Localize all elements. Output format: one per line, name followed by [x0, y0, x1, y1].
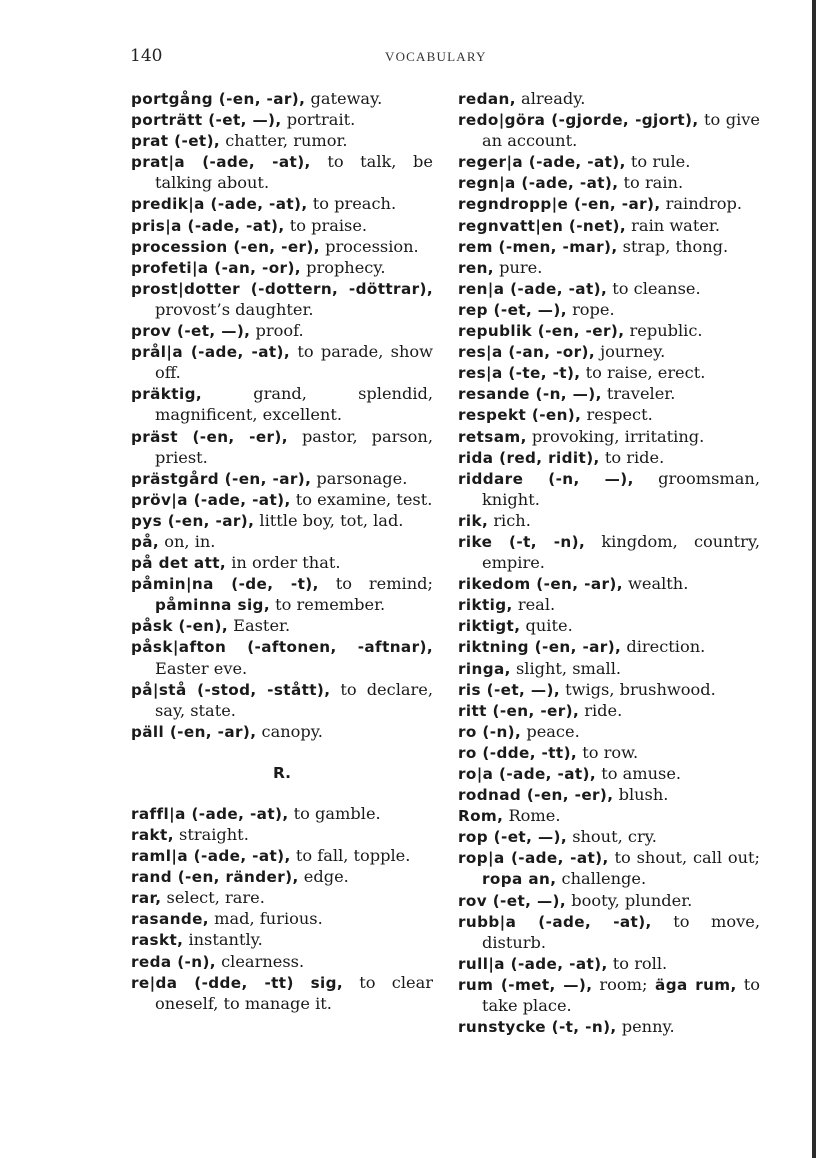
headword: på|stå (-stod, -stått),: [131, 680, 331, 699]
vocab-entry: [458, 510, 760, 531]
vocab-entry: [458, 784, 760, 805]
headword: ren|a (-ade, -at),: [458, 279, 608, 298]
definition: respect.: [581, 405, 653, 425]
definition: clearness.: [215, 951, 305, 971]
headword: ro (-dde, -tt),: [458, 743, 578, 762]
definition: procession.: [319, 236, 419, 256]
page-number: 140: [130, 46, 163, 66]
vocab-entry: [458, 636, 760, 657]
vocab-entry: [458, 383, 760, 404]
definition: provost’s daughter.: [155, 299, 314, 319]
headword: raskt,: [131, 931, 184, 950]
definition: instantly.: [183, 930, 263, 950]
vocab-entry: [458, 742, 760, 763]
vocab-entry: [131, 803, 433, 824]
vocab-entry: [458, 763, 760, 784]
definition: real.: [512, 595, 556, 615]
definition: journey.: [595, 342, 666, 362]
vocab-entry: [131, 193, 433, 214]
vocab-entry: [458, 1016, 760, 1037]
definition: challenge.: [556, 869, 647, 889]
vocab-entry: [131, 845, 433, 866]
definition: to declare, say, state.: [155, 679, 433, 720]
headword: påsk (-en),: [131, 617, 229, 636]
definition: blush.: [613, 785, 669, 805]
entries-r-continued: [458, 88, 760, 1037]
page-edge: [812, 0, 816, 1158]
headword: ro|a (-ade, -at),: [458, 765, 597, 783]
vocab-entry: [131, 531, 433, 552]
headword: procession (-en, -er),: [131, 237, 320, 256]
vocab-entry: [458, 362, 760, 383]
definition: pure.: [493, 257, 543, 277]
left-column: [131, 88, 433, 1014]
vocab-entry: [458, 847, 760, 889]
headword: ritt (-en, -er),: [458, 701, 580, 720]
headword: på det att,: [131, 554, 227, 573]
definition: in order that.: [226, 553, 341, 573]
definition: twigs, brushwood.: [559, 679, 716, 699]
vocab-entry: [458, 215, 760, 236]
vocab-entry: [131, 489, 433, 510]
vocab-entry: [458, 679, 760, 700]
headword: rem (-men, -mar),: [458, 237, 618, 256]
definition: to remind;: [318, 574, 433, 594]
definition: strap, thong.: [617, 236, 729, 256]
vocab-entry: [131, 887, 433, 908]
definition: to praise.: [284, 215, 368, 235]
definition: proof.: [250, 321, 304, 341]
headword: prat (-et),: [131, 132, 221, 151]
headword: reda (-n),: [131, 952, 216, 971]
entries-r: [131, 803, 433, 1014]
vocab-entry: [131, 552, 433, 573]
headword: prat|a (-ade, -at),: [131, 153, 311, 172]
headword: prästgård (-en, -ar),: [131, 469, 312, 488]
definition: select, rare.: [161, 888, 265, 908]
headword: rov (-et, —),: [458, 891, 567, 910]
headword: res|a (-te, -t),: [458, 364, 581, 383]
headword: pys (-en, -ar),: [131, 511, 255, 530]
headword: rike (-t, -n),: [458, 532, 586, 551]
definition: to rain.: [618, 173, 684, 193]
definition: to raise, erect.: [580, 363, 706, 383]
headword: portgång (-en, -ar),: [131, 90, 306, 108]
vocab-entry: [458, 193, 760, 214]
headword: retsam,: [458, 427, 527, 446]
definition: grand, splendid, magnificent, excellent.: [155, 384, 433, 425]
definition: chatter, rumor.: [220, 131, 348, 151]
vocab-entry: [458, 953, 760, 974]
headword: prov (-et, —),: [131, 322, 251, 341]
definition: peace.: [521, 721, 580, 741]
headword: ringa,: [458, 659, 511, 678]
headword: pröv|a (-ade, -at),: [131, 490, 291, 509]
vocab-entry: [458, 299, 760, 320]
vocab-entry: [131, 721, 433, 742]
definition: to shout, call out;: [608, 848, 760, 868]
headword: rik,: [458, 511, 489, 530]
headword: runstycke (-t, -n),: [458, 1018, 617, 1037]
headword: respekt (-en),: [458, 406, 582, 425]
headword: prål|a (-ade, -at),: [131, 343, 291, 362]
definition: direction.: [621, 637, 706, 657]
definition: penny.: [616, 1017, 675, 1037]
definition: rain water.: [626, 215, 721, 235]
headword: påminna sig,: [155, 596, 270, 615]
headword: riddare (-n, —),: [458, 469, 634, 488]
headword: resande (-n, —),: [458, 385, 602, 404]
definition: to parade, show off.: [155, 342, 433, 383]
headword: raffl|a (-ade, -at),: [131, 804, 289, 823]
definition: groomsman, knight.: [482, 468, 760, 509]
definition: to roll.: [607, 953, 668, 973]
vocab-entry: [458, 700, 760, 721]
headword: raml|a (-ade, -at),: [131, 847, 291, 866]
definition: prophecy.: [300, 257, 386, 277]
definition: to move, disturb.: [482, 911, 760, 952]
section-letter: R.: [272, 763, 292, 782]
vocab-entry: [131, 951, 433, 972]
definition: room;: [592, 974, 648, 994]
vocab-entry: [131, 341, 433, 383]
headword: rodnad (-en, -er),: [458, 786, 614, 805]
definition: provoking, irritating.: [526, 426, 705, 446]
definition: gateway.: [305, 89, 383, 108]
vocab-entry: [458, 805, 760, 826]
headword: rop|a (-ade, -at),: [458, 849, 609, 868]
definition: straight.: [173, 825, 249, 844]
headword: ren,: [458, 258, 494, 277]
vocab-entry: [458, 278, 760, 299]
definition: to talk, be talking about.: [155, 152, 433, 193]
headword: redan,: [458, 90, 516, 108]
definition: little boy, tot, lad.: [254, 510, 404, 530]
vocab-entry: [131, 679, 433, 721]
definition: raindrop.: [660, 194, 743, 214]
headword: rar,: [131, 889, 162, 908]
definition: traveler.: [601, 384, 676, 404]
definition: edge.: [298, 867, 349, 887]
definition: shout, cry.: [567, 827, 657, 847]
vocab-entry: [131, 866, 433, 887]
headword: rand (-en, ränder),: [131, 868, 299, 887]
definition: pastor, parson, priest.: [155, 426, 433, 467]
headword: rum (-met, —),: [458, 975, 593, 994]
vocab-entry: [131, 383, 433, 425]
vocab-entry: [458, 974, 760, 1016]
headword: rull|a (-ade, -at),: [458, 954, 608, 973]
vocab-entry: [458, 341, 760, 362]
definition: to ride.: [599, 447, 665, 467]
right-column: [458, 88, 760, 1037]
definition: Easter.: [228, 616, 291, 636]
vocab-entry: [131, 573, 433, 615]
headword: påsk|afton (-aftonen, -aftnar),: [131, 638, 433, 657]
headword: redo|göra (-gjorde, -gjort),: [458, 111, 699, 130]
headword: Rom,: [458, 807, 504, 826]
definition: canopy.: [256, 721, 323, 741]
definition: mad, furious.: [208, 909, 323, 929]
vocab-entry: [458, 257, 760, 278]
definition: ride.: [579, 700, 623, 720]
headword: ro (-n),: [458, 722, 522, 741]
headword: regnvatt|en (-net),: [458, 216, 627, 235]
headword: äga rum,: [647, 975, 737, 994]
headword: porträtt (-et, —),: [131, 111, 282, 130]
vocab-entry: [458, 573, 760, 594]
headword: rep (-et, —),: [458, 300, 567, 319]
headword: präst (-en, -er),: [131, 427, 288, 446]
headword: ris (-et, —),: [458, 680, 560, 699]
definition: to gamble.: [288, 803, 381, 823]
vocab-entry: [458, 320, 760, 341]
headword: prost|dotter (-dottern, -döttrar),: [131, 279, 433, 298]
definition: kingdom, country, empire.: [482, 531, 760, 573]
definition: booty, plunder.: [566, 890, 693, 910]
vocab-entry: [458, 911, 760, 953]
definition: to remember.: [270, 595, 386, 615]
definition: to rule.: [625, 152, 691, 172]
vocab-entry: [131, 215, 433, 236]
definition: parsonage.: [311, 468, 408, 488]
vocab-entry: [458, 88, 760, 109]
vocab-entry: [131, 972, 433, 1014]
vocab-entry: [458, 468, 760, 510]
headword: präktig,: [131, 385, 203, 404]
vocab-entry: [131, 908, 433, 929]
definition: rope.: [566, 299, 615, 319]
vocab-entry: [458, 826, 760, 847]
vocab-entry: [131, 636, 433, 678]
headword: rikedom (-en, -ar),: [458, 575, 623, 594]
definition: to fall, topple.: [290, 846, 411, 866]
headword: rop (-et, —),: [458, 828, 568, 847]
definition: Easter eve.: [155, 658, 248, 678]
definition: to give an account.: [482, 110, 760, 151]
vocab-entry: [458, 531, 760, 573]
vocab-entry: [131, 236, 433, 257]
vocab-entry: [458, 404, 760, 425]
vocab-entry: [458, 721, 760, 742]
vocab-entry: [458, 151, 760, 172]
entries-p: [131, 88, 433, 742]
vocab-entry: [131, 130, 433, 151]
definition: to preach.: [307, 194, 397, 214]
definition: quite.: [520, 616, 573, 636]
headword: på,: [131, 532, 160, 551]
vocab-entry: [131, 88, 433, 109]
definition: to amuse.: [596, 764, 682, 783]
vocab-entry: [131, 426, 433, 468]
headword: reger|a (-ade, -at),: [458, 153, 626, 172]
headword: päll (-en, -ar),: [131, 722, 257, 741]
definition: on, in.: [159, 531, 216, 551]
headword: pris|a (-ade, -at),: [131, 216, 285, 235]
definition: to row.: [577, 742, 639, 762]
definition: already.: [515, 89, 586, 108]
running-title: VOCABULARY: [385, 49, 487, 64]
vocab-entry: [458, 615, 760, 636]
definition: to clear oneself, to manage it.: [155, 972, 433, 1013]
vocab-entry: [458, 594, 760, 615]
headword: res|a (-an, -or),: [458, 343, 596, 362]
definition: portrait.: [281, 110, 356, 130]
definition: rich.: [488, 510, 531, 530]
headword: riktig,: [458, 596, 513, 615]
headword: påmin|na (-de, -t),: [131, 575, 319, 594]
vocab-entry: [131, 824, 433, 845]
vocab-entry: [458, 236, 760, 257]
vocab-entry: [131, 929, 433, 950]
definition: slight, small.: [510, 658, 622, 678]
vocab-entry: [458, 172, 760, 193]
definition: Rome.: [503, 806, 561, 826]
definition: republic.: [624, 321, 703, 341]
headword: rakt,: [131, 826, 174, 844]
headword: regndropp|e (-en, -ar),: [458, 195, 661, 214]
definition: to examine, test.: [290, 489, 433, 509]
vocab-entry: [131, 109, 433, 130]
vocab-entry: [131, 615, 433, 636]
vocab-entry: [131, 320, 433, 341]
headword: rasande,: [131, 910, 209, 929]
headword: re|da (-dde, -tt) sig,: [131, 973, 344, 992]
headword: rubb|a (-ade, -at),: [458, 912, 652, 931]
definition: to take place.: [482, 974, 760, 1016]
vocab-entry: [458, 447, 760, 468]
definition: to cleanse.: [607, 278, 701, 298]
headword: riktigt,: [458, 617, 521, 636]
headword: predik|a (-ade, -at),: [131, 195, 308, 214]
headword: profeti|a (-an, -or),: [131, 258, 301, 277]
vocab-entry: [131, 510, 433, 531]
vocab-entry: [131, 257, 433, 278]
vocab-entry: [131, 278, 433, 320]
headword: republik (-en, -er),: [458, 322, 625, 341]
vocab-entry: [458, 109, 760, 151]
headword: rida (red, ridit),: [458, 448, 600, 467]
vocab-entry: [131, 151, 433, 193]
headword: regn|a (-ade, -at),: [458, 174, 619, 193]
vocab-entry: [458, 890, 760, 911]
definition: wealth.: [622, 574, 689, 594]
vocab-entry: [458, 426, 760, 447]
vocab-entry: [131, 468, 433, 489]
vocab-entry: [458, 658, 760, 679]
headword: riktning (-en, -ar),: [458, 638, 622, 657]
headword: ropa an,: [482, 870, 557, 889]
